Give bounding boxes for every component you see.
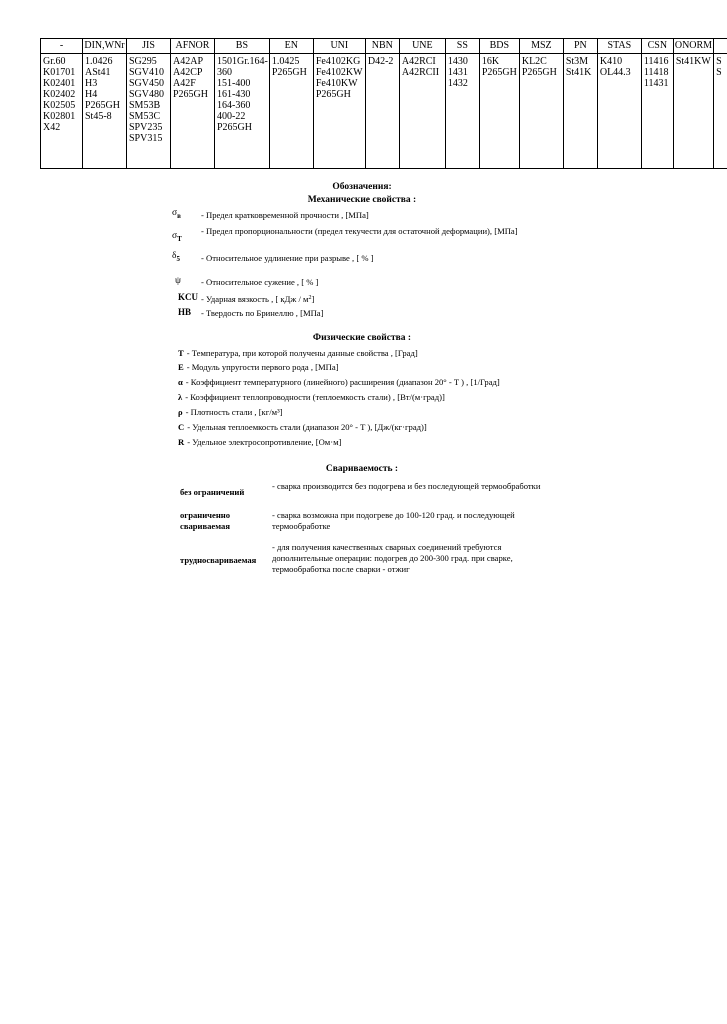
cell-line: St41KW bbox=[675, 56, 711, 67]
cell-line: S bbox=[716, 56, 722, 67]
cell-line: P265GH bbox=[271, 67, 307, 78]
phys-symbol: T bbox=[178, 348, 184, 358]
table-cell bbox=[127, 54, 171, 169]
psi-desc: - Относительное сужение , [ % ] bbox=[201, 277, 319, 287]
column-header: SS bbox=[445, 39, 479, 54]
table-row bbox=[41, 54, 727, 169]
cell-line: H4 bbox=[85, 89, 98, 100]
kcu-desc: - Ударная вязкость , [ кДж / $м^2$] bbox=[201, 294, 315, 304]
column-header: PN bbox=[563, 39, 597, 54]
sigma-b-desc: - Предел кратковременной прочности , [МПа] bbox=[201, 210, 369, 220]
cell-line: 151-400 bbox=[217, 78, 251, 89]
table-header-row bbox=[41, 39, 727, 54]
cell-line: H3 bbox=[85, 78, 98, 89]
phys-symbol: E bbox=[178, 362, 184, 372]
cell-line: ASt41 bbox=[85, 67, 111, 78]
table-cell bbox=[313, 54, 365, 169]
column-header: UNE bbox=[399, 39, 445, 54]
cell-line: A42CP bbox=[173, 67, 203, 78]
phys-row bbox=[178, 407, 283, 417]
phys-desc: - Плотность стали , [кг/м³] bbox=[185, 407, 283, 417]
cell-line: P265GH bbox=[85, 100, 121, 111]
table-cell bbox=[365, 54, 399, 169]
phys-desc: - Удельная теплоемкость стали (диапазон 20° - T ), [Дж/(кг·град)] bbox=[187, 422, 427, 432]
delta-5-desc: - Относительное удлинение при разрыве , [ % ] bbox=[201, 253, 374, 263]
column-header: EN bbox=[269, 39, 313, 54]
cell-line: Fe4102KG bbox=[315, 56, 361, 67]
phys-row bbox=[178, 392, 445, 402]
cell-line: D42-2 bbox=[367, 56, 394, 67]
phys-symbol: α bbox=[178, 377, 183, 387]
cell-line: 1.0426 bbox=[85, 56, 113, 67]
cell-line: K02801 bbox=[43, 111, 76, 122]
cell-line: 164-360 bbox=[217, 100, 251, 111]
cell-line: St3M bbox=[565, 56, 589, 67]
sigma-t-desc: - Предел пропорциональности (предел текучести для остаточной деформации), [МПа] bbox=[201, 226, 518, 236]
cell-line: Gr.60 bbox=[43, 56, 66, 67]
weld-label-difficult: трудносвариваемая bbox=[180, 555, 257, 565]
phys-row bbox=[178, 377, 500, 387]
column-header: MSZ bbox=[519, 39, 563, 54]
column-header: AFNOR bbox=[171, 39, 215, 54]
cell-line: Fe410KW bbox=[315, 78, 358, 89]
cell-line: K02505 bbox=[43, 100, 76, 111]
steel-grades-table bbox=[40, 38, 722, 156]
cell-line: 360 bbox=[217, 67, 232, 78]
column-header: JIS bbox=[127, 39, 171, 54]
cell-line: SGV410 bbox=[129, 67, 165, 78]
column-header: BDS bbox=[479, 39, 519, 54]
cell-line: 11418 bbox=[643, 67, 669, 78]
mech-section-title: Механические свойства : bbox=[307, 195, 417, 205]
cell-line: A42RCII bbox=[401, 67, 440, 78]
column-header: NBN bbox=[365, 39, 399, 54]
phys-desc: - Коэффициент температурного (линейного) расширения (диапазон 20° - T ) , [1/Град] bbox=[185, 377, 500, 387]
weld-label-limited: ограниченно свариваемая bbox=[180, 510, 231, 531]
cell-line: A42AP bbox=[173, 56, 204, 67]
cell-line: KL2C bbox=[521, 56, 547, 67]
cell-line: P265GH bbox=[315, 89, 351, 100]
column-header: UNI bbox=[313, 39, 365, 54]
column-header: DIN,WNr bbox=[83, 39, 127, 54]
phys-row bbox=[178, 437, 341, 447]
table-cell bbox=[269, 54, 313, 169]
column-header bbox=[714, 39, 727, 54]
cell-line: SM53C bbox=[129, 111, 161, 122]
phys-desc: - Удельное электросопротивление, [Ом·м] bbox=[187, 437, 342, 447]
cell-line: 1.0425 bbox=[271, 56, 300, 67]
cell-line: K410 bbox=[599, 56, 623, 67]
cell-line: S bbox=[716, 67, 722, 78]
legend-title: Обозначения: bbox=[332, 182, 392, 192]
cell-line: K01701 bbox=[43, 67, 76, 78]
column-header: BS bbox=[215, 39, 270, 54]
weld-label-unrestricted: без ограничений bbox=[180, 487, 245, 497]
table-cell bbox=[41, 54, 83, 169]
weld-section-title: Свариваемость : bbox=[325, 464, 399, 474]
cell-line: 161-430 bbox=[217, 89, 251, 100]
table-cell bbox=[399, 54, 445, 169]
phys-symbol: ρ bbox=[178, 407, 183, 417]
cell-line: SM53B bbox=[129, 100, 161, 111]
phys-section-title: Физические свойства : bbox=[312, 333, 412, 343]
table-cell bbox=[597, 54, 641, 169]
hb-desc: - Твердость по Бринеллю , [МПа] bbox=[201, 308, 324, 318]
cell-line: 1432 bbox=[447, 78, 468, 89]
weld-desc-difficult: - для получения качественных сварных соединений требуются дополнительные операции: подогрев до 200-300 град. при сварке, термообработка после сварки - отжиг bbox=[272, 542, 513, 574]
phys-symbol: λ bbox=[178, 392, 183, 402]
cell-line: OL44.3 bbox=[599, 67, 631, 78]
phys-symbol: R bbox=[178, 437, 185, 447]
table-cell bbox=[714, 54, 727, 169]
table-cell bbox=[479, 54, 519, 169]
phys-row bbox=[178, 422, 427, 432]
cell-line: X42 bbox=[43, 122, 61, 133]
sigma-t-symbol: $\sigma_T$ bbox=[172, 231, 182, 243]
hb-symbol: HB bbox=[178, 307, 192, 317]
phys-desc: - Коэффициент теплопроводности (теплоемкость стали) , [Вт/(м·град)] bbox=[185, 392, 445, 402]
table-cell bbox=[563, 54, 597, 169]
cell-line: SPV315 bbox=[129, 133, 163, 144]
cell-line: P265GH bbox=[217, 122, 253, 133]
sigma-b-symbol: $\sigma_в$ bbox=[172, 208, 181, 220]
cell-line: Fe4102KW bbox=[315, 67, 363, 78]
cell-line: A42F bbox=[173, 78, 196, 89]
cell-line: A42RCI bbox=[401, 56, 436, 67]
cell-line: K02401 bbox=[43, 78, 76, 89]
cell-line: St45-8 bbox=[85, 111, 112, 122]
cell-line: P265GH bbox=[173, 89, 209, 100]
phys-desc: - Температура, при которой получены данные свойства , [Град] bbox=[186, 348, 418, 358]
cell-line: K02402 bbox=[43, 89, 76, 100]
cell-line: SG295 bbox=[129, 56, 157, 67]
cell-line: 1431 bbox=[447, 67, 468, 78]
cell-line: 11431 bbox=[643, 78, 669, 89]
kcu-symbol: KCU bbox=[178, 292, 198, 302]
table-cell bbox=[445, 54, 479, 169]
cell-line: 1501Gr.164- bbox=[217, 56, 268, 67]
column-header: - bbox=[41, 39, 83, 54]
column-header: STAS bbox=[597, 39, 641, 54]
cell-line: SPV235 bbox=[129, 122, 163, 133]
delta-5-symbol: $\delta_5$ bbox=[172, 251, 180, 263]
table-cell bbox=[673, 54, 713, 169]
phys-desc: - Модуль упругости первого рода , [МПа] bbox=[186, 362, 339, 372]
cell-line: P265GH bbox=[521, 67, 557, 78]
table-cell bbox=[519, 54, 563, 169]
cell-line: 1430 bbox=[447, 56, 468, 67]
table-cell bbox=[641, 54, 673, 169]
phys-row bbox=[178, 348, 418, 358]
table-cell bbox=[83, 54, 127, 169]
table-cell bbox=[171, 54, 215, 169]
weld-desc-unrestricted: - сварка производится без подогрева и без последующей термообработки bbox=[272, 481, 541, 491]
psi-symbol: ψ bbox=[175, 276, 181, 286]
table-cell bbox=[215, 54, 270, 169]
column-header: ONORM bbox=[673, 39, 713, 54]
cell-line: 400-22 bbox=[217, 111, 246, 122]
cell-line: SGV480 bbox=[129, 89, 165, 100]
cell-line: SGV450 bbox=[129, 78, 165, 89]
cell-line: 16K bbox=[481, 56, 500, 67]
cell-line: St41K bbox=[565, 67, 592, 78]
cell-line: P265GH bbox=[481, 67, 517, 78]
phys-symbol: C bbox=[178, 422, 185, 432]
column-header: CSN bbox=[641, 39, 673, 54]
phys-row bbox=[178, 362, 339, 372]
cell-line: 11416 bbox=[643, 56, 669, 67]
weld-desc-limited: - сварка возможна при подогреве до 100-120 град. и последующей термообработке bbox=[272, 510, 515, 531]
